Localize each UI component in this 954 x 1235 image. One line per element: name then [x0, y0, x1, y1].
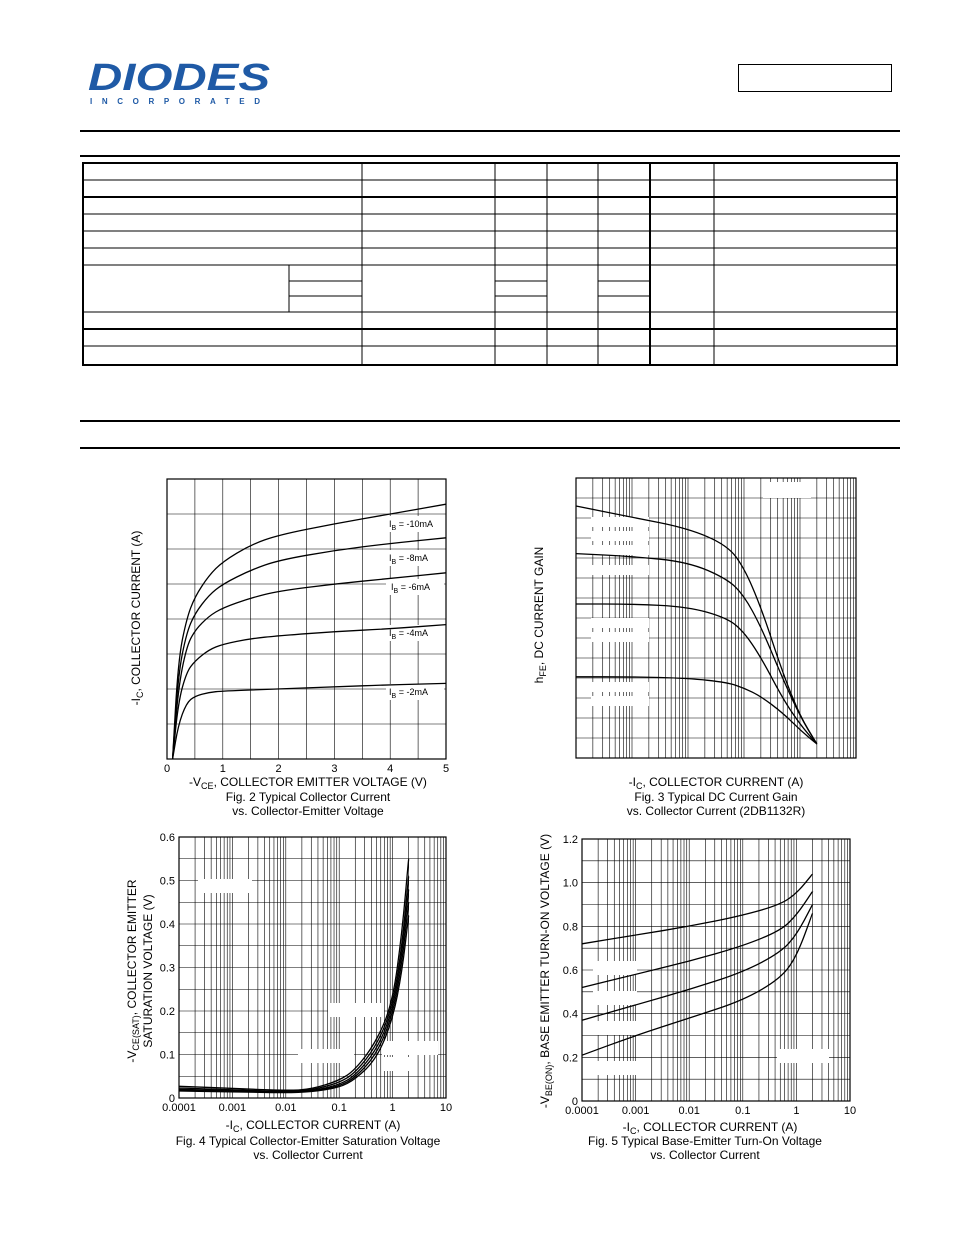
fig5-mask-2	[593, 1021, 637, 1035]
fig4-mask-2	[298, 1049, 354, 1063]
fig2-caption-line2: vs. Collector-Emitter Voltage	[232, 804, 384, 818]
fig3-mask-5	[591, 618, 649, 628]
fig5-ytick-5: 1.0	[562, 877, 578, 890]
part-number-box	[738, 64, 892, 92]
fig4-caption-line1: Fig. 4 Typical Collector-Emitter Saturation Voltage	[175, 1134, 441, 1148]
fig3-mask-0	[763, 482, 811, 498]
fig3-series-1	[576, 554, 817, 744]
header-rule	[80, 130, 900, 132]
fig2-xtick-1: 1	[219, 763, 226, 775]
fig3-mask-4	[591, 565, 649, 575]
fig5-xtick-1: 0.001	[621, 1105, 650, 1117]
logo-wordmark: DIODES	[88, 57, 270, 99]
table-top-rule	[80, 155, 900, 157]
fig3-chart	[525, 470, 870, 820]
fig5-xtick-0: 0.0001	[565, 1105, 599, 1117]
logo-subtitle: INCORPORATED	[90, 97, 260, 106]
fig4-grid	[179, 837, 446, 1098]
fig2-label-6ma: $I_B = -6mA$	[391, 582, 430, 595]
fig3-mask-7	[591, 682, 649, 692]
fig5-ytick-2: 0.4	[562, 1008, 578, 1021]
fig2-caption-line1: Fig. 2 Typical Collector Current	[225, 790, 391, 804]
fig4-ytick-0: 0	[168, 1093, 175, 1105]
fig4-xtick-4: 1	[389, 1102, 396, 1114]
fig2-xtick-3: 3	[331, 763, 338, 775]
fig5-caption-line1: Fig. 5 Typical Base-Emitter Turn-On Voltage	[588, 1134, 822, 1148]
fig4-xtick-5: 10	[439, 1102, 453, 1114]
fig2-xtick-4: 4	[387, 763, 394, 775]
fig3-mask-2	[591, 531, 649, 541]
fig3-caption-line1: Fig. 3 Typical DC Current Gain	[634, 790, 798, 804]
fig4-ytick-3: 0.3	[159, 962, 175, 975]
characteristics-table	[82, 162, 898, 366]
fig5-mask-1	[593, 991, 637, 1005]
fig5-mask-3	[593, 1061, 637, 1075]
fig4-mask-0	[198, 879, 252, 893]
fig5-xtick-4: 1	[793, 1105, 800, 1117]
fig5-y-axis-label: $-V_{BE(ON)}$, BASE EMITTER TURN-ON VOLTAGE (V)	[538, 833, 554, 1109]
fig5-xtick-5: 10	[843, 1105, 857, 1117]
fig5-ytick-6: 1.2	[562, 834, 578, 846]
fig4-mask-1	[328, 1003, 384, 1017]
fig5-chart	[525, 825, 870, 1165]
fig4-ytick-2: 0.2	[159, 1006, 175, 1018]
fig3-grid	[576, 478, 856, 758]
fig4-ytick-1: 0.1	[159, 1049, 175, 1062]
fig5-grid	[582, 839, 850, 1101]
fig5-ytick-1: 0.2	[562, 1052, 578, 1065]
fig4-ytick-4: 0.4	[159, 919, 175, 931]
fig4-mask-3	[382, 1041, 438, 1055]
fig5-ytick-0: 0	[571, 1096, 578, 1108]
fig2-xtick-5: 5	[442, 763, 450, 775]
fig5-caption-line2: vs. Collector Current	[650, 1148, 760, 1162]
fig5-y-tick-labels	[563, 834, 578, 1108]
fig4-xtick-3: 0.1	[331, 1102, 347, 1114]
fig2-x-axis-label: $-V_{CE}$, COLLECTOR EMITTER VOLTAGE (V)	[189, 775, 427, 791]
fig3-mask-3	[591, 545, 649, 555]
fig5-x-axis-label: $-I_C$, COLLECTOR CURRENT (A)	[622, 1120, 798, 1136]
fig2-series-2	[173, 573, 446, 759]
fig5-mask-4	[777, 1049, 829, 1063]
fig2-label-4ma: $I_B = -4mA$	[389, 628, 428, 641]
diodes-logo	[86, 56, 276, 108]
fig2-xtick-2: 2	[275, 763, 282, 775]
fig4-y-axis-label-2: SATURATION VOLTAGE (V)	[141, 894, 155, 1048]
fig4-ytick-6: 0.6	[159, 832, 175, 844]
fig4-x-axis-label: $-I_C$, COLLECTOR CURRENT (A)	[225, 1118, 401, 1134]
fig4-mask-4	[382, 1057, 416, 1071]
fig4-xtick-1: 0.001	[218, 1102, 247, 1114]
fig5-series-0	[582, 874, 813, 944]
fig3-caption-line2: vs. Collector Current (2DB1132R)	[626, 804, 806, 818]
fig4-y-tick-labels	[160, 832, 175, 1105]
section-rule-top	[80, 420, 900, 422]
fig2-x-tick-labels	[164, 763, 449, 775]
fig2-xtick-0: 0	[163, 763, 171, 775]
fig4-series-3	[179, 902, 409, 1092]
fig4-ytick-5: 0.5	[159, 875, 175, 888]
fig2-label-2ma: $I_B = -2mA$	[389, 687, 428, 700]
fig4-caption-line2: vs. Collector Current	[253, 1148, 363, 1162]
fig3-mask-8	[591, 696, 649, 706]
fig2-label-8ma: $I_B = -8mA$	[389, 553, 428, 566]
fig2-curve-labels	[389, 519, 433, 700]
fig5-ytick-4: 0.8	[562, 921, 578, 934]
fig5-ytick-3: 0.6	[562, 965, 578, 977]
fig5-x-tick-labels	[565, 1105, 856, 1117]
fig4-xtick-0: 0.0001	[162, 1102, 196, 1114]
fig5-mask-0	[593, 961, 637, 975]
fig3-x-axis-label: $-I_C$, COLLECTOR CURRENT (A)	[628, 775, 804, 791]
fig3-mask-6	[591, 632, 649, 642]
fig5-xtick-3: 0.1	[735, 1105, 751, 1117]
fig4-chart	[120, 825, 465, 1165]
fig5-xtick-2: 0.01	[678, 1105, 700, 1117]
fig4-series-2	[179, 889, 409, 1091]
fig2-label-10ma: $I_B = -10mA$	[389, 519, 433, 532]
fig4-xtick-2: 0.01	[275, 1102, 297, 1114]
fig4-curves	[179, 859, 409, 1093]
section-rule-bottom	[80, 447, 900, 449]
fig3-y-axis-label: $h_{FE}$, DC CURRENT GAIN	[532, 546, 548, 684]
fig4-x-tick-labels	[162, 1102, 452, 1114]
fig2-y-axis-label: $-I_C$, COLLECTOR CURRENT (A)	[129, 530, 145, 706]
fig2-chart	[120, 470, 460, 820]
fig4-y-axis-label-1: $-V_{CE(SAT)}$, COLLECTOR EMITTER	[125, 879, 141, 1063]
